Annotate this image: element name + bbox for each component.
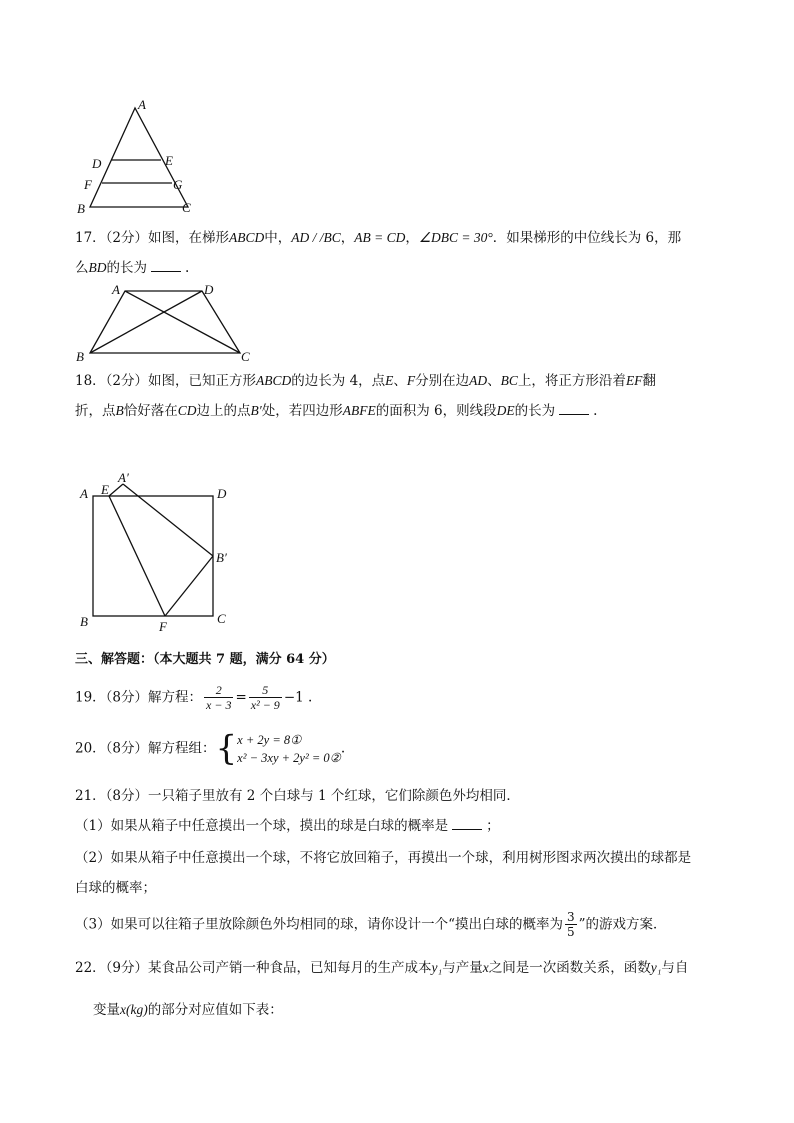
answer-blank[interactable] (452, 817, 482, 830)
label-f: F (159, 619, 167, 634)
label-d: D (204, 282, 214, 297)
system-brace: { (215, 728, 238, 769)
segment-ef (109, 496, 165, 616)
square-fold-figure (70, 465, 250, 640)
label-b: B (77, 201, 85, 216)
answer-blank[interactable] (559, 402, 589, 415)
q19: 19．（8分）解方程： $\frac{2}{x - 3}$ = $\frac{5}{\text{x² − 9}}$ −1 . (75, 683, 313, 712)
label-e: E (101, 482, 109, 497)
square-abcd (93, 496, 213, 616)
label-bprime: B′ (216, 550, 227, 565)
q21-part3: （3）如果可以往箱子里放除颜色外均相同的球，请你设计一个“摸出白球的概率为 $\frac{3}{5}$ ”的游戏方案． (75, 910, 667, 939)
label-a: A (138, 97, 146, 112)
label-d: D (217, 486, 227, 501)
segment-eap (109, 484, 123, 496)
q17-line1: 17．（2分）如图，在梯形ABCD中，AD / /BC，AB = CD，∠DBC = 30°．如果梯形的中位线长为 6，那 (75, 230, 682, 246)
label-c: C (241, 349, 250, 364)
label-a: A (80, 486, 88, 501)
label-b: B (76, 349, 84, 364)
q18-line2: 折，点B恰好落在CD边上的点B′处，若四边形ABFE的面积为 6，则线段DE的长为 . (75, 403, 598, 419)
q21-part2-line1: （2）如果从箱子中任意摸出一个球，不将它放回箱子，再摸出一个球，利用树形图求两次摸出的球都是 (75, 850, 692, 866)
fraction-3-5: $\frac{3}{5}$ (567, 910, 575, 939)
label-e: E (165, 153, 173, 168)
label-a: A (112, 282, 120, 297)
q22-line2: 变量x(kg)的部分对应值如下表： (93, 1002, 283, 1018)
q21-part2-line2: 白球的概率； (75, 880, 156, 896)
triangle-figure (70, 95, 210, 220)
trapezoid-abcd (90, 291, 240, 353)
answer-blank[interactable] (151, 259, 181, 272)
equation-system: x + 2y = 8① x² − 3xy + 2y² = 0② (237, 732, 341, 765)
fraction-2: $\frac{5}{\text{x² − 9}}$ (250, 683, 280, 712)
q21-line1: 21．（8分）一只箱子里放有 2 个白球与 1 个红球，它们除颜色外均相同． (75, 788, 520, 804)
label-c: C (217, 611, 226, 626)
q21-part1: （1）如果从箱子中任意摸出一个球，摸出的球是白球的概率是 ； (75, 818, 500, 834)
label-aprime: A′ (118, 470, 129, 485)
label-c: C (182, 200, 191, 215)
label-d: D (92, 156, 102, 171)
triangle-abc (90, 108, 188, 207)
diagonal-ac (125, 291, 240, 353)
label-f: F (84, 177, 92, 192)
label-b: B (80, 614, 88, 629)
segment-bp-f (165, 556, 213, 616)
q18-line1: 18．（2分）如图，已知正方形ABCD的边长为 4，点E、F分别在边AD、BC上，将正方形沿着EF翻 (75, 373, 656, 389)
segment-ap-bp (123, 484, 213, 556)
label-g: G (173, 177, 183, 192)
trapezoid-figure (70, 280, 270, 365)
fraction-1: $\frac{2}{x - 3}$ (206, 683, 232, 712)
q17-line2: 么BD的长为 . (75, 260, 190, 276)
q22-line1: 22．（9分）某食品公司产销一种食品，已知每月的生产成本y₁与产量x之间是一次函数关系，函数y₁与自 (75, 960, 689, 976)
section-heading: 三、解答题：（本大题共 7 题，满分 64 分） (75, 652, 335, 667)
q20: 20．（8分）解方程组：{ x + 2y = 8① x² − 3xy + 2y² = 0② . (75, 728, 346, 769)
